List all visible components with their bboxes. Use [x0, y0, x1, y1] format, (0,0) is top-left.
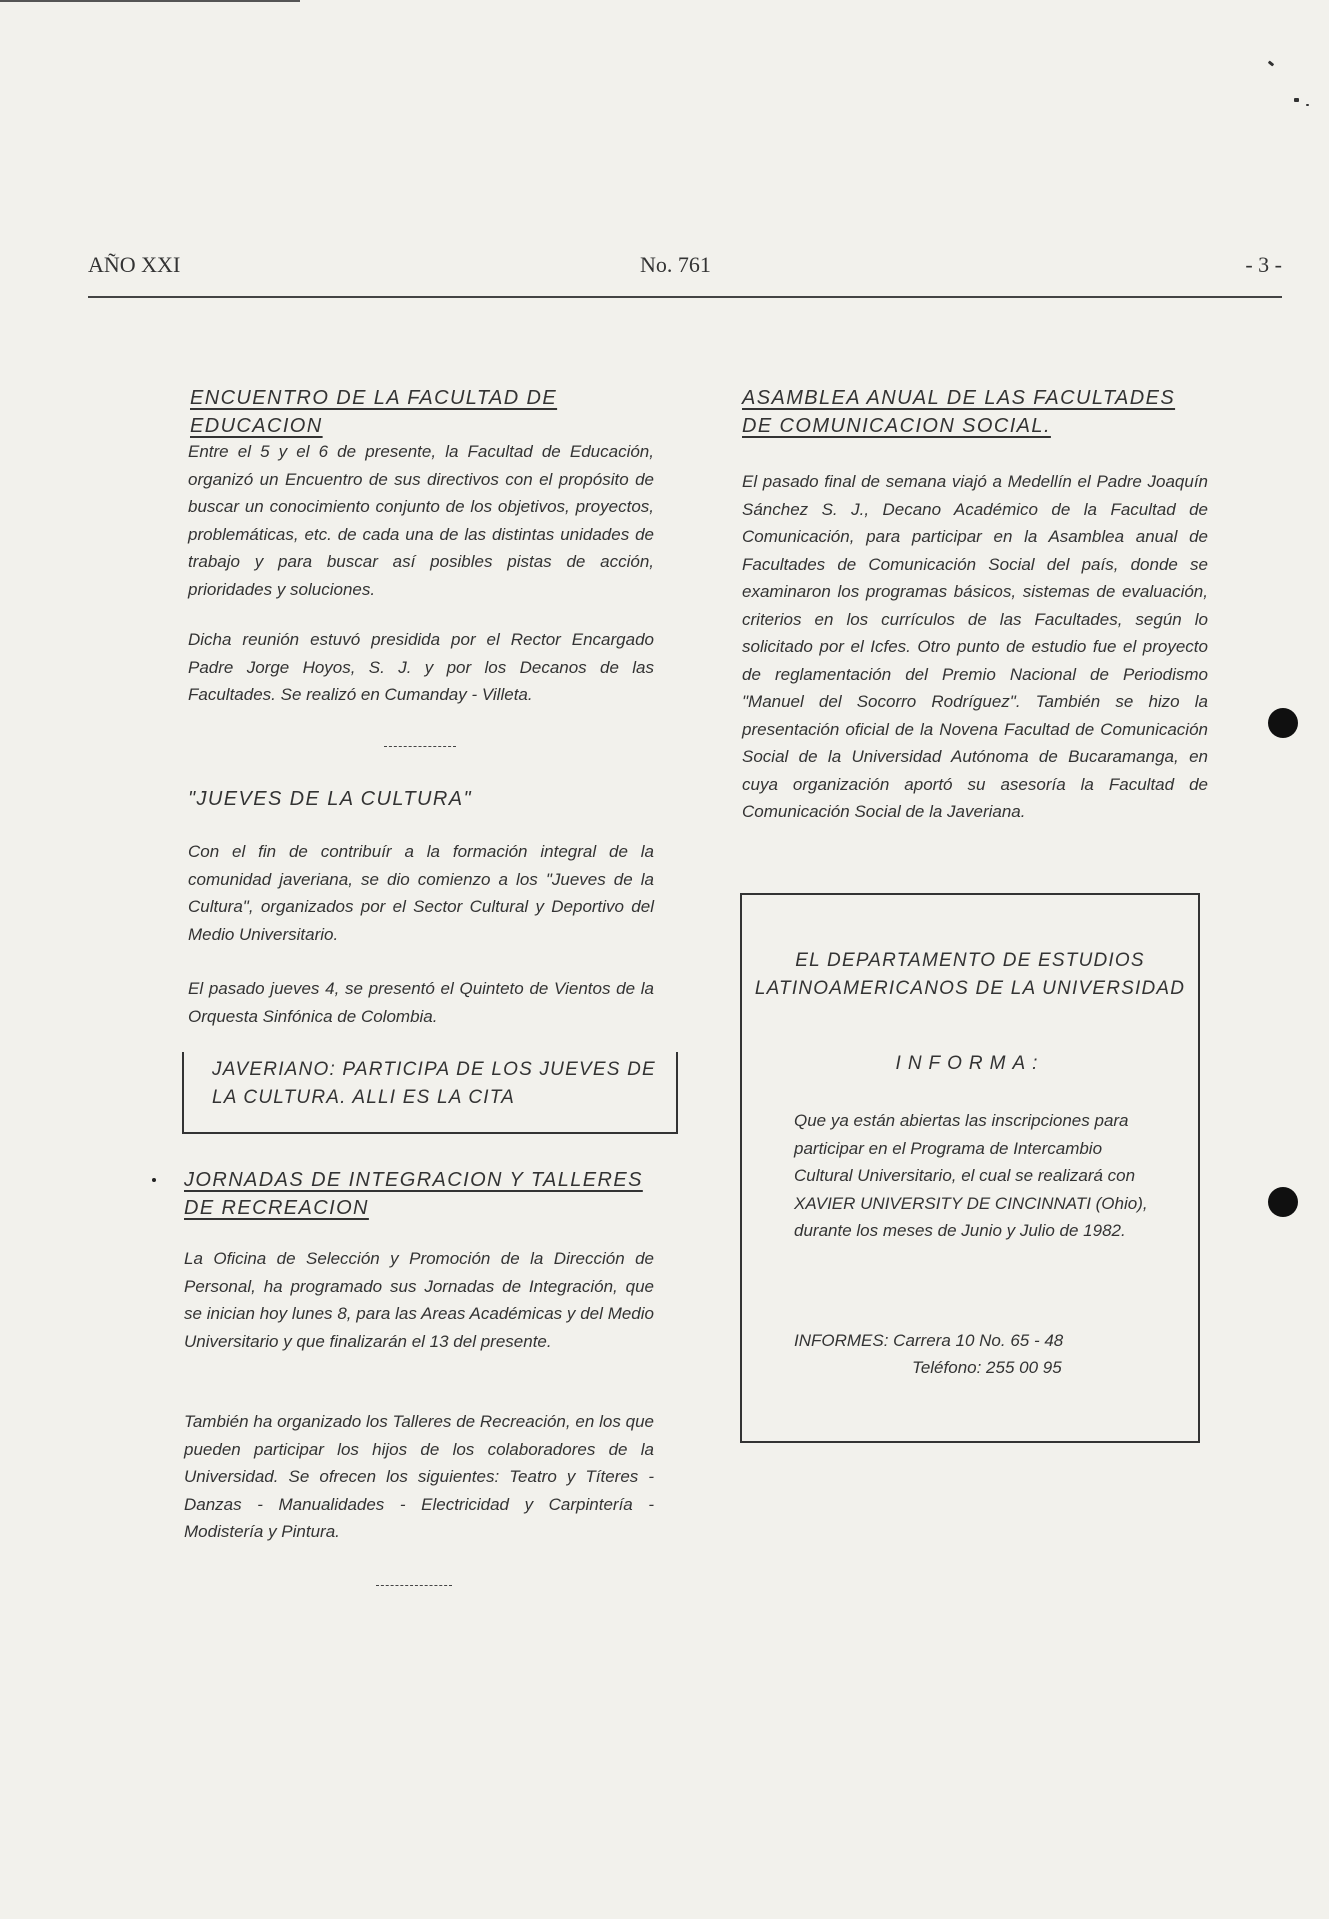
encuentro-heading: ENCUENTRO DE LA FACULTAD DE EDUCACION: [190, 387, 558, 437]
header-year: AÑO XXI: [88, 252, 181, 277]
jueves-heading: "JUEVES DE LA CULTURA": [188, 788, 472, 810]
header-rule: [88, 296, 1282, 298]
estudios-latinoamericanos-notice: [740, 893, 1200, 1443]
scan-speck: [1268, 60, 1275, 66]
page-top-rule: [0, 0, 300, 2]
page-header: [88, 252, 1282, 282]
notice-address: INFORMES: Carrera 10 No. 65 - 48: [794, 1331, 1064, 1350]
section-separator: [384, 746, 456, 748]
notice-body: Que ya están abiertas las inscripciones para participar en el Programa de Intercambio Cultural Universitario, el cual se realizará con XAVIER UNIVERSITY DE CINCINNATI (Ohio), durante los meses de Junio y Julio de 1982.: [794, 1111, 1148, 1240]
jueves-callout-text: JAVERIANO: PARTICIPA DE LOS JUEVES DE LA CULTURA. ALLI ES LA CITA: [212, 1059, 656, 1108]
punch-hole-top: [1268, 708, 1298, 738]
notice-informa: INFORMA:: [895, 1053, 1045, 1074]
header-issue-number: No. 761: [640, 252, 711, 277]
notice-phone: Teléfono: 255 00 95: [912, 1358, 1062, 1377]
notice-title: EL DEPARTAMENTO DE ESTUDIOS LATINOAMERICANOS DE LA UNIVERSIDAD: [754, 950, 1186, 999]
jueves-paragraph-2: El pasado jueves 4, se presentó el Quinteto de Vientos de la Orquesta Sinfónica de Colombia.: [188, 979, 654, 1026]
jornadas-paragraph-2: También ha organizado los Talleres de Recreación, en los que pueden participar los hijos de los colaboradores de la Universidad. Se ofrecen los siguientes: Teatro y Títeres - Danzas - Manualidades - Electricidad y Carpintería - Modistería y Pintura.: [184, 1412, 654, 1541]
asamblea-heading: ASAMBLEA ANUAL DE LAS FACULTADES DE COMUNICACION SOCIAL.: [742, 387, 1176, 437]
margin-bullet-dot: [152, 1178, 156, 1182]
asamblea-paragraph: El pasado final de semana viajó a Medellín el Padre Joaquín Sánchez S. J., Decano Académico de la Facultad de Comunicación, para participar en la Asamblea anual de Facultades de Comunicación Social del país, donde se examinaron los programas básicos, sistemas de evaluación, criterios en los currículos de las Facultades, según lo solicitado por el Icfes. Otro punto de estudio fue el proyecto de reglamentación del Premio Nacional de Periodismo "Manuel del Socorro Rodríguez". También se hizo la presentación oficial de la Novena Facultad de Comunicación Social de la Universidad Autónoma de Bucaramanga, en cuya organización aportó su asesoría la Facultad de Comunicación Social de la Javeriana.: [742, 472, 1208, 821]
encuentro-paragraph-1: Entre el 5 y el 6 de presente, la Facultad de Educación, organizó un Encuentro de sus directivos con el propósito de buscar un conocimiento conjunto de los objetivos, proyectos, problemáticas, etc. de cada una de las distintas unidades de trabajo y para buscar así posibles pistas de acción, prioridades y soluciones.: [188, 442, 654, 599]
jueves-callout-box: [182, 1052, 678, 1134]
header-page-number: - 3 -: [1245, 252, 1282, 277]
scan-speck: [1306, 104, 1309, 106]
scan-speck: [1294, 98, 1299, 102]
jornadas-heading: JORNADAS DE INTEGRACION Y TALLERES DE RECREACION: [184, 1169, 643, 1219]
jornadas-paragraph-1: La Oficina de Selección y Promoción de la Dirección de Personal, ha programado sus Jornadas de Integración, que se inician hoy lunes 8, para las Areas Académicas y del Medio Universitario y que finalizarán el 13 del presente.: [184, 1249, 654, 1351]
punch-hole-bottom: [1268, 1187, 1298, 1217]
encuentro-paragraph-2: Dicha reunión estuvó presidida por el Rector Encargado Padre Jorge Hoyos, S. J. y por los Decanos de las Facultades. Se realizó en Cumanday - Villeta.: [188, 630, 654, 704]
jueves-paragraph-1: Con el fin de contribuír a la formación integral de la comunidad javeriana, se dio comienzo a los "Jueves de la Cultura", organizados por el Sector Cultural y Deportivo del Medio Universitario.: [188, 842, 654, 944]
section-separator: [376, 1585, 452, 1587]
